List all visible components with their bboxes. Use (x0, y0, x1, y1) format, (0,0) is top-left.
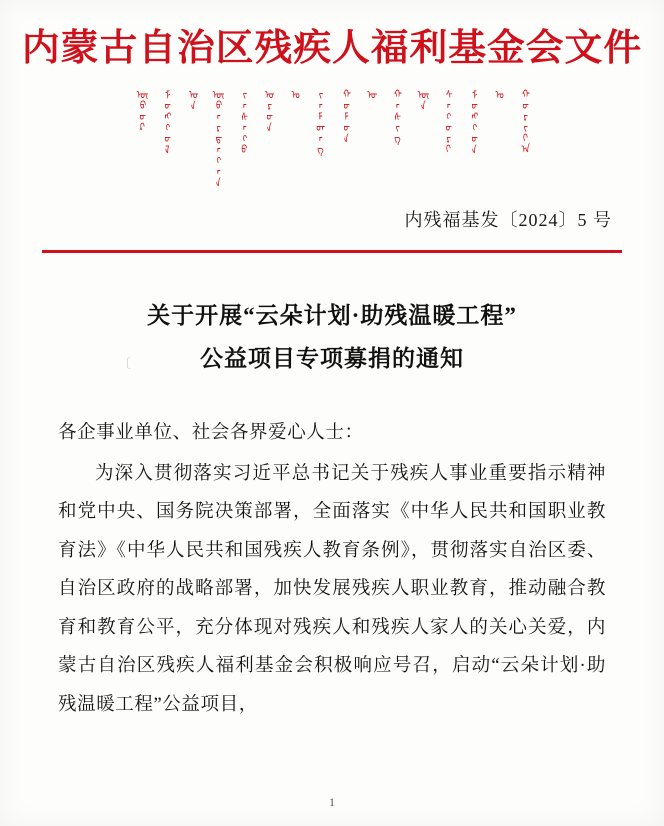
scan-artifact: 〔 (118, 356, 132, 371)
mongolian-column: ᠦ (365, 88, 376, 100)
mongolian-column: ᠰᠠᠭᠤᠷᠢ (441, 88, 453, 155)
mongolian-column: ᠵᠡᠮᠳᠡᠭ (314, 88, 325, 155)
mongolian-column: ᠵᠠᠰᠠᠬᠤ (237, 88, 249, 155)
mongolian-column: ᠥᠪᠡᠷᠲᠡᠭᠡᠨ (211, 88, 223, 188)
mongolian-column: ᠬᠥᠮᠦᠨ (339, 88, 351, 144)
document-title (0, 295, 664, 380)
mongolian-column: ᠤ (492, 88, 504, 100)
document-title-line-1: 关于开展“云朵计划·助残温暖工程” (147, 303, 517, 329)
mongolian-column: ᠬᠣᠷᠢᠶ᠎ᠠ (518, 88, 530, 155)
document-number: 内残福基发〔2024〕5 号 (404, 210, 612, 231)
body-paragraph: 为深入贯彻落实习近平总书记关于残疾人事业重要指示精神和党中央、国务院决策部署，全面落实《中华人民共和国职业教育法》《中华人民共和国残疾人教育条例》，贯彻落实自治区委、自治区政府的战略部署，加快发展残疾人职业教育，推动融合教育和教育公平，充分体现对残疾人和残疾人家人的关心关爱，内蒙古自治区残疾人福利基金会积极响应号召，启动“云朵计划·助残温暖工程”公益项目， (58, 463, 606, 715)
page-number: 1 (329, 795, 335, 809)
mongolian-column: ᠮᠣᠩᠭᠤᠯ (160, 88, 172, 155)
organization-title: 内蒙古自治区残疾人福利基金会文件 (21, 28, 643, 69)
document-body (0, 414, 664, 724)
mongolian-column: ᠣᠷᠣᠨ (263, 88, 274, 133)
salutation: 各企事业单位、社会各界爱心人士： (58, 423, 364, 444)
mongolian-column: ᠤᠨ (186, 88, 198, 111)
red-divider-rule (42, 250, 622, 253)
mongolian-column: ᠤ (288, 88, 300, 100)
mongolian-script-header (0, 88, 664, 188)
mongolian-column: ᠦᠨ (416, 88, 427, 111)
document-title-line-2: 公益项目专项募捐的通知 (200, 345, 464, 371)
document-header (0, 0, 664, 253)
mongolian-column: ᠥᠪᠥᠷ (135, 88, 146, 133)
mongolian-column: ᠬᠡᠰᠢᠭ (390, 88, 402, 144)
mongolian-column: ᠮᠥᠩᠭᠥᠨ (467, 88, 479, 155)
